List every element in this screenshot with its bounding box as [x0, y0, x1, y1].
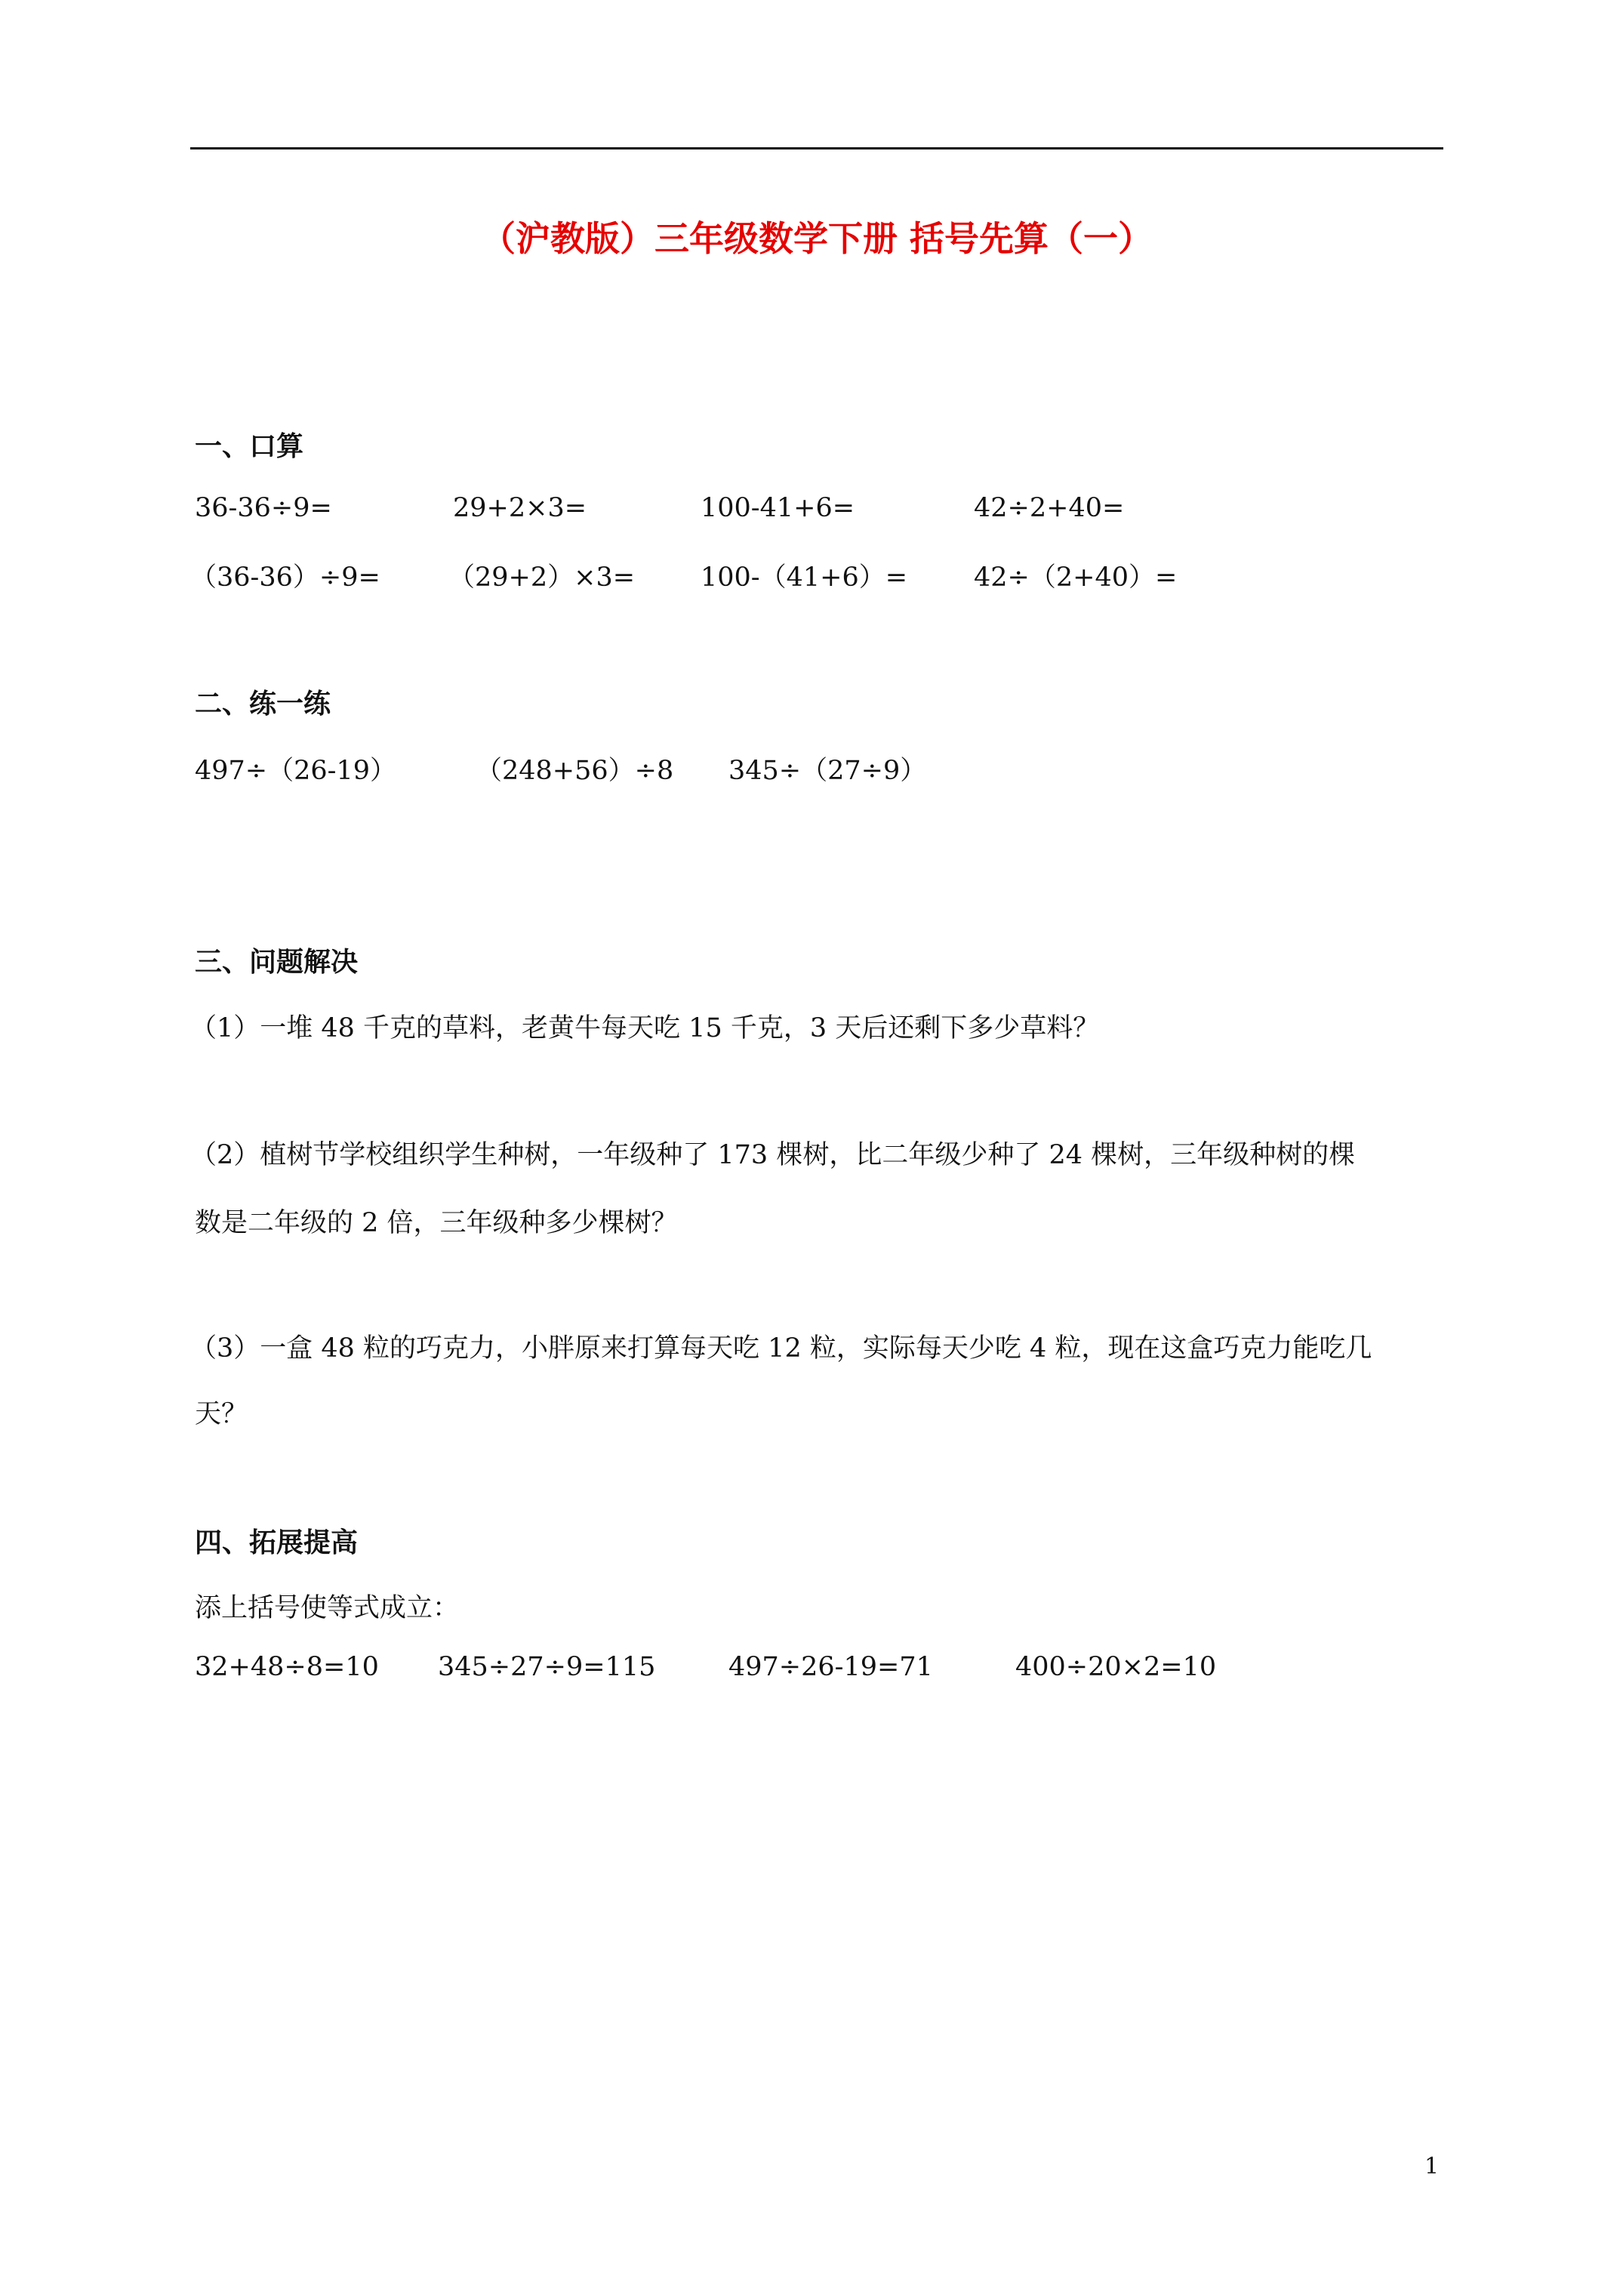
- oral-calc-row1-item4: 42÷2+40=: [974, 493, 1125, 523]
- section-3-heading: 三、问题解决: [195, 946, 359, 978]
- header-rule: [190, 147, 1443, 149]
- section-2-heading: 二、练一练: [195, 688, 331, 720]
- oral-calc-row1-item2: 29+2×3=: [453, 493, 587, 523]
- section-1-heading: 一、口算: [195, 430, 304, 462]
- oral-calc-row2-item3: 100-（41+6）=: [701, 562, 908, 593]
- problem-1: （1）一堆 48 千克的草料，老黄牛每天吃 15 千克，3 天后还剩下多少草料？: [190, 1013, 1100, 1043]
- extension-instruction: 添上括号使等式成立：: [195, 1593, 460, 1623]
- oral-calc-row2-item4: 42÷（2+40）=: [974, 562, 1178, 593]
- extension-item-4: 400÷20×2=10: [1015, 1652, 1217, 1682]
- extension-item-1: 32+48÷8=10: [195, 1652, 379, 1682]
- problem-3-line-2: 天？: [195, 1399, 248, 1429]
- page-title: （沪教版）三年级数学下册 括号先算（一）: [480, 218, 1153, 259]
- oral-calc-row1-item3: 100-41+6=: [701, 493, 855, 523]
- section-4-heading: 四、拓展提高: [195, 1527, 359, 1558]
- extension-item-2: 345÷27÷9=115: [438, 1652, 656, 1682]
- practice-item-1: 497÷（26-19）: [195, 756, 397, 786]
- practice-item-3: 345÷（27÷9）: [728, 756, 927, 786]
- oral-calc-row2-item1: （36-36）÷9=: [190, 562, 380, 593]
- problem-2-line-2: 数是二年级的 2 倍，三年级种多少棵树？: [195, 1208, 678, 1238]
- problem-3-line-1: （3）一盒 48 粒的巧克力，小胖原来打算每天吃 12 粒，实际每天少吃 4 粒，现在这盒巧克力能吃几: [190, 1333, 1372, 1364]
- page-number: 1: [1424, 2153, 1440, 2180]
- extension-item-3: 497÷26-19=71: [728, 1652, 933, 1682]
- practice-item-2: （248+56）÷8: [476, 756, 674, 786]
- oral-calc-row2-item2: （29+2）×3=: [448, 562, 636, 593]
- problem-2-line-1: （2）植树节学校组织学生种树，一年级种了 173 棵树，比二年级少种了 24 棵树，三年级种树的棵: [190, 1140, 1356, 1170]
- oral-calc-row1-item1: 36-36÷9=: [195, 493, 332, 523]
